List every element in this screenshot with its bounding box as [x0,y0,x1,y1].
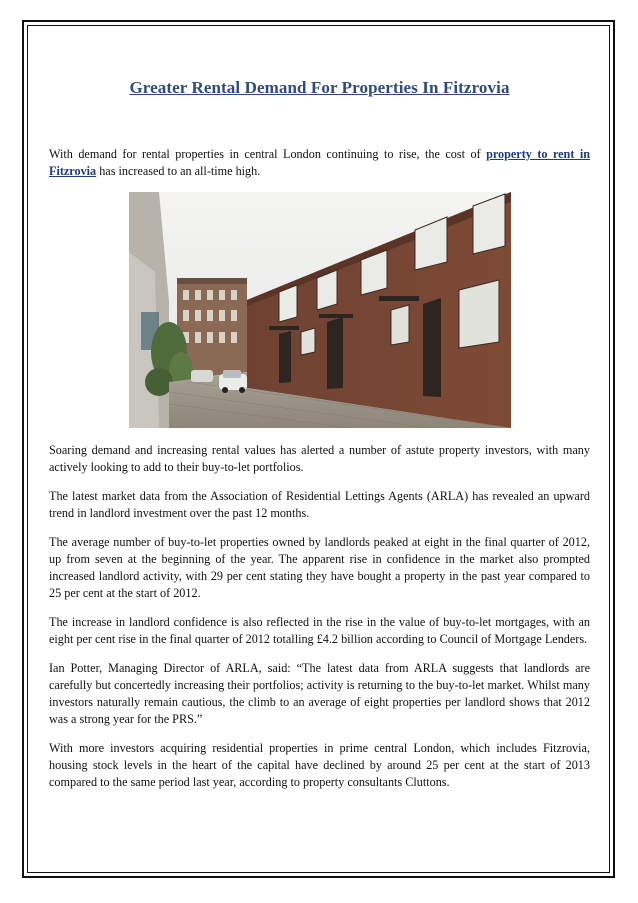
body-paragraph-6: With more investors acquiring residential properties in prime central London, which includes Fitzrovia, housing stock levels in the heart of the capital have declined by around 25 per cent at the start of 2013 compared to the same period last year, according to property consultants Cluttons. [49,741,590,789]
article [49,78,590,803]
body-paragraph-5: Ian Potter, Managing Director of ARLA, said: “The latest data from ARLA suggests that landlords are carefully but concertedly increasing their portfolios; activity is returning to the buy-to-let market. Whilst many investors naturally remain cautious, the climb to an average of eight properties per landlord shows that 2012 was a strong year for the PRS.” [49,661,590,726]
article-title: Greater Rental Demand For Properties In Fitzrovia [129,78,510,97]
body-paragraph-2: The latest market data from the Association of Residential Lettings Agents (ARLA) has revealed an upward trend in landlord investment over the past 12 months. [49,489,590,520]
intro-paragraph [49,146,590,180]
mews-street-photo [129,192,511,428]
photo-container [49,192,590,428]
body-paragraph-3: The average number of buy-to-let properties owned by landlords peaked at eight in the final quarter of 2012, up from seven at the beginning of the year. The apparent rise in confidence in the market also prompted increased landlord activity, with 29 per cent stating they have bought a property in the past year compared to 25 per cent at the start of 2012. [49,535,590,600]
body-paragraph-1: Soaring demand and increasing rental values has alerted a number of astute property investors, with many actively looking to add to their buy-to-let portfolios. [49,443,590,474]
property-to-rent-link[interactable]: property to rent in Fitzrovia [49,147,591,178]
body-paragraph-4: The increase in landlord confidence is also reflected in the rise in the value of buy-to-let mortgages, with an eight per cent rise in the final quarter of 2012 totalling £4.2 billion according to Council of Mortgage Lenders. [49,615,590,646]
intro-text-before: With demand for rental properties in central London continuing to rise, the cost of [49,147,487,161]
intro-text-after: has increased to an all-time high. [96,164,261,178]
